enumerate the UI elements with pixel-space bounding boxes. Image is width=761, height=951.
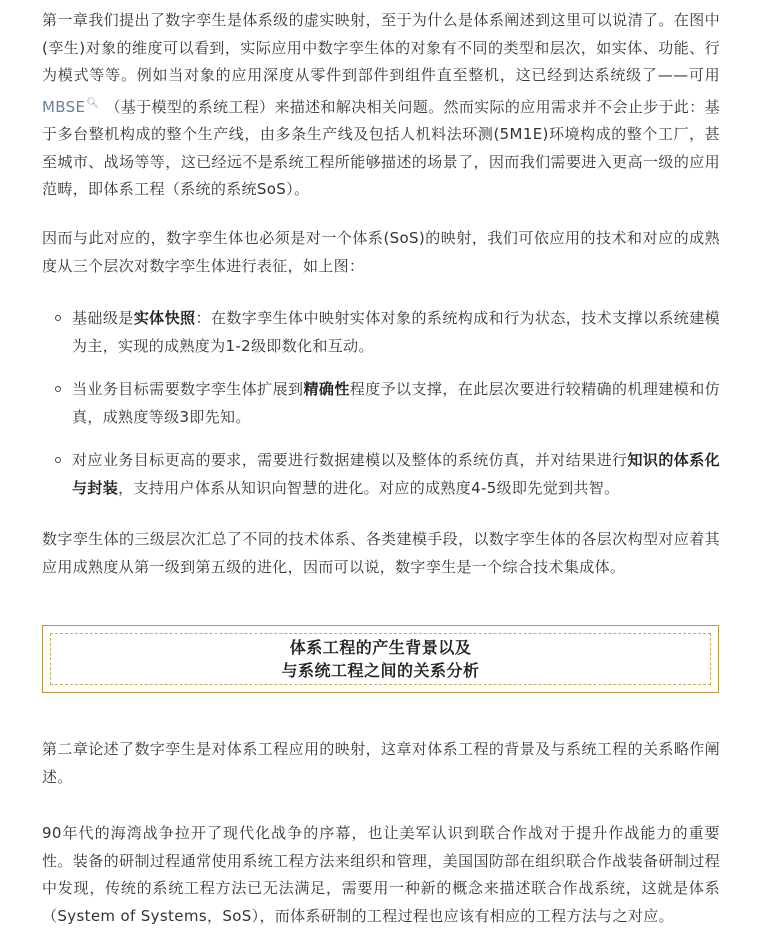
list-item-keyword: 实体快照 <box>133 309 196 327</box>
section-title-line1: 体系工程的产生背景以及 <box>289 638 472 657</box>
list-item-keyword: 精确性 <box>303 380 350 398</box>
search-icon[interactable]: 🔍︎ <box>86 97 100 109</box>
paragraph-three-levels-summary: 数字孪生体的三级层次汇总了不同的技术体系、各类建模手段，以数字孪生体的各层次构型对应着其应用成熟度从第一级到第五级的进化，因而可以说，数字孪生是一个综合技术集成体。 <box>42 530 720 576</box>
bullet-icon <box>55 386 61 392</box>
paragraph-text: 第一章我们提出了数字孪生是体系级的虚实映射，至于为什么是体系阐述到这里可以说清了。在图中(孪生)对象的维度可以看到，实际应用中数字孪生体的对象有不同的类型和层次，如实体、功能、行为模式等等。例如当对象的应用深度从零件到部件到组件直至整机，这已经到达系统级了——可用 <box>42 11 720 84</box>
list-item-text: 当业务目标需要数字孪生体扩展到 <box>72 380 304 398</box>
section-title-frame <box>42 625 719 693</box>
list-item-text: 对应业务目标更高的要求，需要进行数据建模以及整体的系统仿真，并对结果进行 <box>72 451 628 469</box>
section-title-inner-frame <box>50 633 711 685</box>
list-item-keyword: 知识的体系化与封装 <box>72 451 720 497</box>
list-item <box>72 447 720 502</box>
list-item <box>72 305 720 360</box>
section-title-line2: 与系统工程之间的关系分析 <box>281 661 480 680</box>
paragraph-gulf-war-background: 90年代的海湾战争拉开了现代化战争的序幕，也让美军认识到联合作战对于提升作战能力的重要性。装备的研制过程通常使用系统工程方法来组织和管理，美国国防部在组织联合作战装备研制过程中发现，传统的系统工程方法已无法满足，需要用一种新的概念来描述联合作战系统，这就是体系（System of Systems，SoS），而体系研制的工程过程也应该有相应的工程方法与之对应。 <box>42 824 720 925</box>
paragraph-chapter2-summary: 第二章论述了数字孪生是对体系工程应用的映射，这章对体系工程的背景及与系统工程的关系略作阐述。 <box>42 740 720 786</box>
list-item-text: 程度予以支撑，在此层次要进行较精确的机理建模和仿真，成熟度等级3即先知。 <box>72 380 720 426</box>
list-item <box>72 376 720 431</box>
bullet-icon <box>55 315 61 321</box>
list-item-text: ，支持用户体系从知识向智慧的进化。对应的成熟度4-5级即先觉到共智。 <box>118 478 620 497</box>
paragraph-sos-mapping: 因而与此对应的，数字孪生体也必须是对一个体系(SoS)的映射，我们可依应用的技术和对应的成熟度从三个层次对数字孪生体进行表征，如上图： <box>42 229 720 275</box>
bullet-icon <box>55 457 61 463</box>
paragraph-text: （基于模型的系统工程）来描述和解决相关问题。然而实际的应用需求并不会止步于此：基于多台整机构成的整个生产线，由多条生产线及包括人机料法环测(5M1E)环境构成的整个工厂，甚至城市、战场等等，这已经远不是系统工程所能够描述的场景了，因而我们需要进入更高一级的应用范畴，即体系工程（系统的系统SoS）。 <box>42 97 720 198</box>
list-item-text: ：在数字孪生体中映射实体对象的系统构成和行为状态，技术支撑以系统建模为主，实现的成熟度为1-2级即数化和互动。 <box>72 309 721 355</box>
mbse-link[interactable]: MBSE <box>42 97 86 116</box>
paragraph-chapter1-summary <box>42 7 720 204</box>
list-item-text: 基础级是 <box>72 309 134 327</box>
